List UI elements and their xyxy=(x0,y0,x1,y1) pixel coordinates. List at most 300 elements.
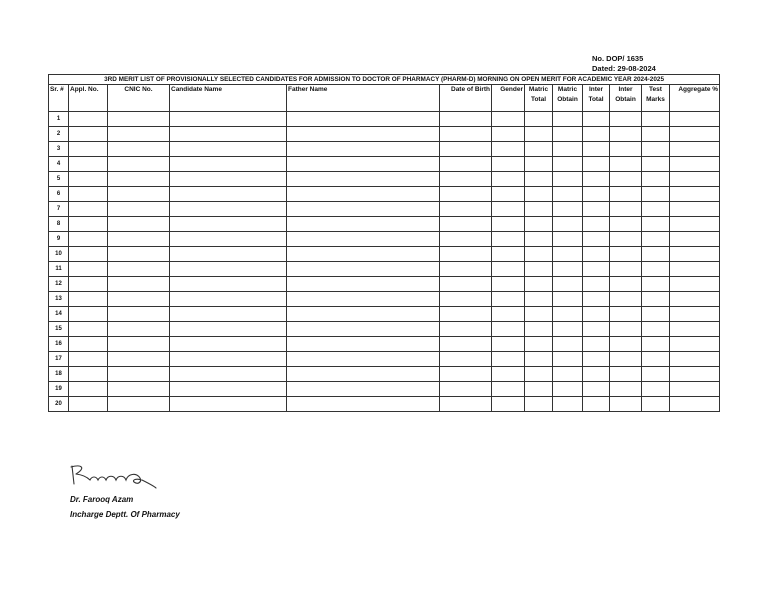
table-cell xyxy=(553,142,583,157)
table-cell xyxy=(583,112,610,127)
table-cell xyxy=(108,292,170,307)
table-cell xyxy=(69,397,108,412)
table-row xyxy=(49,337,720,352)
row-serial-number: 17 xyxy=(49,352,69,367)
table-cell xyxy=(642,397,670,412)
table-cell xyxy=(287,157,440,172)
row-serial-number: 4 xyxy=(49,157,69,172)
table-cell xyxy=(610,352,642,367)
table-cell xyxy=(492,292,525,307)
header-matric-total: Matric Total xyxy=(525,85,553,112)
table-cell xyxy=(610,292,642,307)
row-serial-number: 16 xyxy=(49,337,69,352)
header-aggregate: Aggregate % xyxy=(670,85,720,112)
table-cell xyxy=(170,292,287,307)
table-cell xyxy=(108,397,170,412)
table-cell xyxy=(492,337,525,352)
table-cell xyxy=(287,277,440,292)
table-row xyxy=(49,292,720,307)
table-cell xyxy=(287,367,440,382)
table-cell xyxy=(108,142,170,157)
table-cell xyxy=(440,292,492,307)
table-cell xyxy=(525,232,553,247)
table-cell xyxy=(69,352,108,367)
table-row xyxy=(49,367,720,382)
table-cell xyxy=(642,292,670,307)
table-cell xyxy=(69,202,108,217)
table-cell xyxy=(610,142,642,157)
table-cell xyxy=(170,247,287,262)
table-cell xyxy=(583,142,610,157)
table-row xyxy=(49,202,720,217)
table-cell xyxy=(583,157,610,172)
table-cell xyxy=(642,307,670,322)
table-cell xyxy=(108,112,170,127)
table-cell xyxy=(525,157,553,172)
table-cell xyxy=(670,397,720,412)
table-cell xyxy=(69,367,108,382)
table-cell xyxy=(492,217,525,232)
table-cell xyxy=(440,277,492,292)
table-cell xyxy=(492,277,525,292)
table-cell xyxy=(583,367,610,382)
table-cell xyxy=(610,322,642,337)
table-cell xyxy=(287,112,440,127)
table-cell xyxy=(525,307,553,322)
table-cell xyxy=(170,337,287,352)
table-cell xyxy=(287,307,440,322)
row-serial-number: 5 xyxy=(49,172,69,187)
header-gender: Gender xyxy=(492,85,525,112)
table-cell xyxy=(287,322,440,337)
table-cell xyxy=(69,292,108,307)
row-serial-number: 1 xyxy=(49,112,69,127)
table-cell xyxy=(440,217,492,232)
table-cell xyxy=(170,322,287,337)
table-row xyxy=(49,322,720,337)
table-cell xyxy=(287,172,440,187)
table-row xyxy=(49,382,720,397)
signer-designation: Incharge Deptt. Of Pharmacy xyxy=(70,510,180,519)
table-cell xyxy=(492,202,525,217)
table-cell xyxy=(525,112,553,127)
table-cell xyxy=(69,112,108,127)
table-cell xyxy=(583,232,610,247)
table-cell xyxy=(170,157,287,172)
table-row xyxy=(49,112,720,127)
table-cell xyxy=(170,382,287,397)
table-row xyxy=(49,142,720,157)
table-cell xyxy=(170,112,287,127)
table-cell xyxy=(108,382,170,397)
table-cell xyxy=(108,367,170,382)
table-cell xyxy=(525,142,553,157)
signature-icon xyxy=(62,458,172,492)
table-cell xyxy=(108,337,170,352)
table-cell xyxy=(170,142,287,157)
table-row xyxy=(49,277,720,292)
table-cell xyxy=(69,307,108,322)
table-cell xyxy=(492,352,525,367)
table-cell xyxy=(69,247,108,262)
table-cell xyxy=(610,367,642,382)
table-cell xyxy=(670,307,720,322)
table-row xyxy=(49,127,720,142)
table-cell xyxy=(610,202,642,217)
table-cell xyxy=(525,292,553,307)
table-cell xyxy=(492,247,525,262)
header-inter-obtain: Inter Obtain xyxy=(610,85,642,112)
table-cell xyxy=(670,262,720,277)
table-cell xyxy=(69,232,108,247)
table-cell xyxy=(492,127,525,142)
table-cell xyxy=(440,307,492,322)
row-serial-number: 12 xyxy=(49,277,69,292)
table-cell xyxy=(642,382,670,397)
table-row xyxy=(49,217,720,232)
table-cell xyxy=(583,262,610,277)
table-cell xyxy=(69,382,108,397)
table-cell xyxy=(170,172,287,187)
table-cell xyxy=(525,247,553,262)
table-cell xyxy=(670,367,720,382)
table-cell xyxy=(492,367,525,382)
table-cell xyxy=(492,112,525,127)
table-cell xyxy=(610,247,642,262)
table-cell xyxy=(525,202,553,217)
table-cell xyxy=(440,337,492,352)
table-row xyxy=(49,352,720,367)
table-cell xyxy=(610,307,642,322)
table-cell xyxy=(670,232,720,247)
signature xyxy=(62,458,262,492)
table-cell xyxy=(69,127,108,142)
table-cell xyxy=(670,352,720,367)
table-cell xyxy=(440,397,492,412)
table-cell xyxy=(642,247,670,262)
table-cell xyxy=(670,187,720,202)
table-cell xyxy=(170,262,287,277)
table-cell xyxy=(610,337,642,352)
header-appl-no: Appl. No. xyxy=(69,85,108,112)
table-cell xyxy=(670,127,720,142)
table-cell xyxy=(108,277,170,292)
header-candidate-name: Candidate Name xyxy=(170,85,287,112)
table-cell xyxy=(69,157,108,172)
table-cell xyxy=(583,337,610,352)
table-cell xyxy=(642,172,670,187)
table-cell xyxy=(583,247,610,262)
table-cell xyxy=(287,292,440,307)
table-cell xyxy=(553,232,583,247)
table-cell xyxy=(492,187,525,202)
table-cell xyxy=(670,247,720,262)
row-serial-number: 7 xyxy=(49,202,69,217)
table-cell xyxy=(610,217,642,232)
table-cell xyxy=(525,277,553,292)
table-cell xyxy=(583,217,610,232)
header-sr: Sr. # xyxy=(49,85,69,112)
table-cell xyxy=(108,352,170,367)
table-cell xyxy=(440,187,492,202)
table-cell xyxy=(553,187,583,202)
table-cell xyxy=(440,172,492,187)
table-cell xyxy=(553,367,583,382)
table-cell xyxy=(69,217,108,232)
table-cell xyxy=(492,142,525,157)
table-cell xyxy=(287,352,440,367)
table-cell xyxy=(583,187,610,202)
table-cell xyxy=(583,202,610,217)
table-cell xyxy=(69,172,108,187)
row-serial-number: 18 xyxy=(49,367,69,382)
table-cell xyxy=(170,127,287,142)
table-cell xyxy=(642,127,670,142)
table-cell xyxy=(553,247,583,262)
table-cell xyxy=(610,157,642,172)
table-cell xyxy=(108,307,170,322)
table-cell xyxy=(670,322,720,337)
table-cell xyxy=(670,337,720,352)
table-cell xyxy=(492,397,525,412)
header-date-of-birth: Date of Birth xyxy=(440,85,492,112)
table-cell xyxy=(440,262,492,277)
table-cell xyxy=(553,262,583,277)
row-serial-number: 6 xyxy=(49,187,69,202)
table-cell xyxy=(69,322,108,337)
table-cell xyxy=(553,112,583,127)
table-cell xyxy=(108,187,170,202)
table-cell xyxy=(553,292,583,307)
table-cell xyxy=(583,172,610,187)
table-cell xyxy=(670,142,720,157)
table-cell xyxy=(440,157,492,172)
table-cell xyxy=(642,322,670,337)
table-cell xyxy=(170,367,287,382)
table-cell xyxy=(583,322,610,337)
table-cell xyxy=(553,172,583,187)
table-cell xyxy=(610,112,642,127)
table-cell xyxy=(287,262,440,277)
table-cell xyxy=(287,397,440,412)
table-cell xyxy=(525,262,553,277)
row-serial-number: 11 xyxy=(49,262,69,277)
table-cell xyxy=(553,202,583,217)
header-father-name: Father Name xyxy=(287,85,440,112)
table-cell xyxy=(492,232,525,247)
merit-list-title: 3RD MERIT LIST OF PROVISIONALLY SELECTED CANDIDATES FOR ADMISSION TO DOCTOR OF PHARMACY (PHARM-D) MORNING ON OPEN MERIT FOR ACADEMIC YEAR 2024-2025 xyxy=(49,75,720,85)
table-row xyxy=(49,247,720,262)
row-serial-number: 8 xyxy=(49,217,69,232)
table-cell xyxy=(610,277,642,292)
table-cell xyxy=(610,187,642,202)
table-cell xyxy=(525,322,553,337)
table-cell xyxy=(642,232,670,247)
table-cell xyxy=(553,307,583,322)
table-cell xyxy=(492,172,525,187)
table-cell xyxy=(108,262,170,277)
table-cell xyxy=(170,352,287,367)
table-cell xyxy=(108,322,170,337)
table-cell xyxy=(108,232,170,247)
table-cell xyxy=(670,172,720,187)
table-cell xyxy=(287,187,440,202)
table-cell xyxy=(642,352,670,367)
table-cell xyxy=(287,382,440,397)
table-cell xyxy=(610,127,642,142)
merit-list-body xyxy=(49,112,720,412)
table-cell xyxy=(670,277,720,292)
table-cell xyxy=(492,307,525,322)
table-cell xyxy=(69,277,108,292)
table-cell xyxy=(170,187,287,202)
table-cell xyxy=(108,217,170,232)
table-cell xyxy=(440,247,492,262)
table-cell xyxy=(287,217,440,232)
table-cell xyxy=(525,337,553,352)
table-cell xyxy=(642,217,670,232)
table-cell xyxy=(553,277,583,292)
table-cell xyxy=(108,202,170,217)
table-cell xyxy=(525,367,553,382)
table-cell xyxy=(440,112,492,127)
table-cell xyxy=(583,352,610,367)
table-cell xyxy=(670,157,720,172)
table-cell xyxy=(553,352,583,367)
table-row xyxy=(49,307,720,322)
table-cell xyxy=(642,262,670,277)
table-cell xyxy=(440,232,492,247)
table-cell xyxy=(170,277,287,292)
reference-date: Dated: 29-08-2024 xyxy=(592,64,656,73)
table-cell xyxy=(108,247,170,262)
table-row xyxy=(49,172,720,187)
table-cell xyxy=(69,262,108,277)
table-cell xyxy=(553,217,583,232)
table-cell xyxy=(69,142,108,157)
table-cell xyxy=(170,217,287,232)
table-cell xyxy=(642,367,670,382)
table-cell xyxy=(170,202,287,217)
table-cell xyxy=(492,322,525,337)
table-cell xyxy=(583,382,610,397)
table-cell xyxy=(440,367,492,382)
table-cell xyxy=(440,322,492,337)
header-cnic: CNIC No. xyxy=(108,85,170,112)
table-cell xyxy=(108,127,170,142)
table-cell xyxy=(525,397,553,412)
table-cell xyxy=(492,262,525,277)
table-cell xyxy=(610,172,642,187)
table-cell xyxy=(287,127,440,142)
row-serial-number: 9 xyxy=(49,232,69,247)
row-serial-number: 19 xyxy=(49,382,69,397)
table-row xyxy=(49,157,720,172)
row-serial-number: 13 xyxy=(49,292,69,307)
table-row xyxy=(49,232,720,247)
table-cell xyxy=(108,172,170,187)
row-serial-number: 2 xyxy=(49,127,69,142)
table-cell xyxy=(440,142,492,157)
table-cell xyxy=(492,157,525,172)
table-cell xyxy=(670,217,720,232)
reference-number: No. DOP/ 1635 xyxy=(592,54,644,63)
table-row xyxy=(49,262,720,277)
table-cell xyxy=(525,187,553,202)
table-cell xyxy=(583,307,610,322)
table-cell xyxy=(440,382,492,397)
table-cell xyxy=(583,292,610,307)
table-cell xyxy=(670,292,720,307)
header-inter-total: Inter Total xyxy=(583,85,610,112)
table-cell xyxy=(108,157,170,172)
merit-list-table xyxy=(48,74,720,412)
reference-block xyxy=(592,54,668,74)
row-serial-number: 3 xyxy=(49,142,69,157)
table-cell xyxy=(287,337,440,352)
table-cell xyxy=(642,112,670,127)
table-cell xyxy=(170,232,287,247)
table-cell xyxy=(583,127,610,142)
table-cell xyxy=(610,382,642,397)
table-cell xyxy=(525,172,553,187)
table-cell xyxy=(610,397,642,412)
row-serial-number: 14 xyxy=(49,307,69,322)
table-row xyxy=(49,187,720,202)
table-cell xyxy=(670,382,720,397)
table-cell xyxy=(287,247,440,262)
table-cell xyxy=(492,382,525,397)
table-cell xyxy=(287,202,440,217)
table-cell xyxy=(440,127,492,142)
header-matric-obtain: Matric Obtain xyxy=(553,85,583,112)
table-cell xyxy=(642,277,670,292)
table-cell xyxy=(610,232,642,247)
table-cell xyxy=(583,277,610,292)
table-cell xyxy=(642,202,670,217)
row-serial-number: 20 xyxy=(49,397,69,412)
signer-name: Dr. Farooq Azam xyxy=(70,495,134,504)
table-cell xyxy=(69,187,108,202)
table-cell xyxy=(642,337,670,352)
table-cell xyxy=(553,397,583,412)
table-cell xyxy=(553,127,583,142)
table-cell xyxy=(287,142,440,157)
table-cell xyxy=(525,217,553,232)
table-cell xyxy=(610,262,642,277)
table-cell xyxy=(583,397,610,412)
table-cell xyxy=(440,352,492,367)
table-cell xyxy=(170,397,287,412)
row-serial-number: 10 xyxy=(49,247,69,262)
table-cell xyxy=(287,232,440,247)
table-cell xyxy=(553,157,583,172)
table-cell xyxy=(553,322,583,337)
table-cell xyxy=(553,382,583,397)
table-cell xyxy=(642,142,670,157)
row-serial-number: 15 xyxy=(49,322,69,337)
table-cell xyxy=(525,127,553,142)
table-cell xyxy=(170,307,287,322)
table-row xyxy=(49,397,720,412)
table-cell xyxy=(670,202,720,217)
table-cell xyxy=(525,382,553,397)
table-cell xyxy=(440,202,492,217)
header-test-marks: Test Marks xyxy=(642,85,670,112)
table-cell xyxy=(525,352,553,367)
table-cell xyxy=(670,112,720,127)
table-cell xyxy=(69,337,108,352)
